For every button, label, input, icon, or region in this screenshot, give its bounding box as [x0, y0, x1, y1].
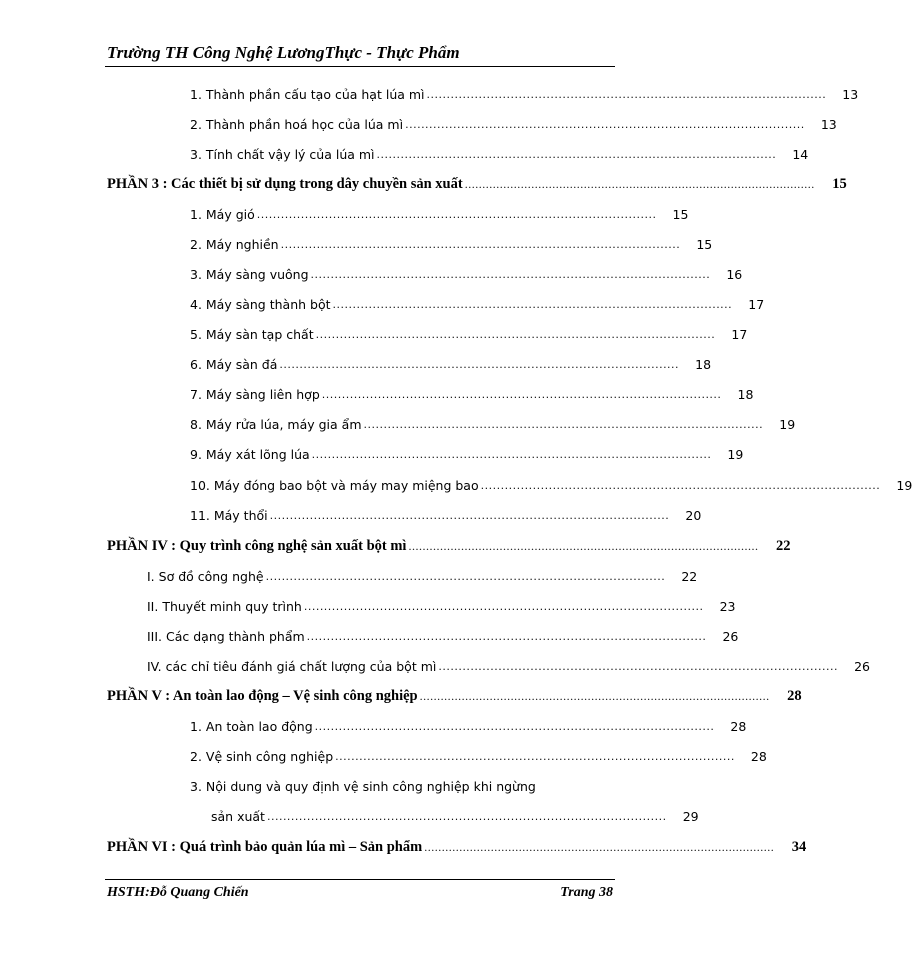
toc-entry — [190, 116, 837, 134]
footer-rule — [105, 879, 615, 880]
toc-entry-page: 28 — [730, 719, 747, 734]
toc-entry-label: 2. Máy nghiền — [190, 237, 279, 252]
toc-entry-label: 5. Máy sàn tạp chất — [190, 327, 314, 342]
toc-entry-page: 16 — [726, 267, 743, 282]
leader-dots: .................................................................................................... — [265, 570, 666, 583]
toc-entry-page: 28 — [750, 749, 767, 764]
leader-dots: .................................................................................................... — [480, 479, 881, 492]
toc-entry — [190, 206, 689, 224]
toc-entry — [190, 386, 754, 404]
toc-entry — [190, 356, 712, 374]
leader-dots: .................................................................................................... — [321, 388, 722, 401]
toc-entry-label: 2. Thành phần hoá học của lúa mì — [190, 117, 404, 132]
leader-dots: .................................................................................................... — [426, 88, 827, 101]
leader-dots: .................................................................................................... — [315, 328, 716, 341]
leader-dots: .................................................................................................... — [363, 418, 764, 431]
leader-dots: .................................................................................................... — [311, 448, 712, 461]
leader-dots: .................................................................................................... — [310, 268, 711, 281]
toc-entry-page: 23 — [719, 599, 736, 614]
toc-entry — [190, 507, 702, 525]
toc-entry-continuation — [211, 808, 699, 826]
toc-entry — [190, 778, 613, 796]
toc-section-label: PHẦN V : An toàn lao động – Vệ sinh công nghiệp — [107, 688, 418, 704]
toc-entry — [190, 296, 765, 314]
document-header-title: Trường TH Công Nghệ LươngThực - Thực Phẩm — [107, 43, 460, 62]
leader-dots: .................................................................................................... — [335, 750, 735, 763]
leader-dots: .................................................................................................... — [438, 660, 839, 673]
footer-author: HSTH:Đỗ Quang Chiến — [107, 885, 249, 900]
toc-entry-label: 1. Máy gió — [190, 207, 255, 222]
toc-section-heading — [107, 687, 802, 705]
toc-entry-page: 29 — [682, 809, 699, 824]
toc-section-page: 34 — [791, 839, 807, 855]
toc-entry — [190, 446, 744, 464]
toc-section-heading — [107, 537, 791, 555]
toc-entry — [190, 326, 748, 344]
leader-dots: .................................................................................................... — [419, 689, 770, 703]
toc-entry-page: 19 — [727, 447, 744, 462]
leader-dots: .................................................................................................... — [408, 539, 759, 553]
leader-dots: .................................................................................................... — [376, 148, 777, 161]
toc-section-page: 15 — [832, 176, 847, 192]
toc-entry — [190, 86, 859, 104]
toc-entry — [190, 748, 767, 766]
toc-entry-page: 20 — [685, 508, 702, 523]
toc-entry — [190, 146, 809, 164]
toc-entry — [147, 568, 698, 586]
leader-dots: .................................................................................................... — [306, 630, 707, 643]
leader-dots: .................................................................................................... — [279, 358, 680, 371]
toc-entry-page: 17 — [731, 327, 748, 342]
leader-dots: .................................................................................................... — [303, 600, 704, 613]
toc-section-label: PHẦN IV : Quy trình công nghệ sản xuất bột mì — [107, 538, 407, 554]
toc-section-heading — [107, 838, 807, 856]
toc-entry — [147, 598, 736, 616]
toc-entry — [190, 477, 912, 495]
toc-entry-page: 19 — [779, 417, 796, 432]
toc-entry-page: 18 — [737, 387, 754, 402]
toc-entry-label: 4. Máy sàng thành bột — [190, 297, 331, 312]
toc-entry-label: 9. Máy xát lõng lúa — [190, 447, 310, 462]
toc-entry — [147, 628, 739, 646]
leader-dots: .................................................................................................... — [332, 298, 733, 311]
toc-entry-label: III. Các dạng thành phẩm — [147, 629, 305, 644]
footer-page-number: Trang 38 — [560, 885, 613, 900]
toc-section-page: 22 — [775, 538, 791, 554]
toc-entry-label: 2. Vệ sinh công nghiệp — [190, 749, 334, 764]
toc-entry-page: 19 — [896, 478, 912, 493]
toc-entry — [190, 236, 713, 254]
toc-entry-page: 13 — [842, 87, 859, 102]
leader-dots: .................................................................................................... — [314, 720, 715, 733]
toc-entry-label: 1. An toàn lao động — [190, 719, 313, 734]
toc-entry-label: 10. Máy đóng bao bột và máy may miệng bao — [190, 478, 479, 493]
toc-entry-page: 13 — [820, 117, 837, 132]
toc-entry-label: sản xuất — [211, 809, 265, 824]
toc-section-heading — [107, 175, 847, 193]
toc-section-label: PHẦN 3 : Các thiết bị sử dụng trong dây chuyền sản xuất — [107, 176, 463, 192]
toc-entry-page: 15 — [672, 207, 689, 222]
toc-entry-page: 14 — [792, 147, 809, 162]
toc-entry-label: 7. Máy sàng liên hợp — [190, 387, 320, 402]
toc-entry-label: 6. Máy sàn đá — [190, 357, 278, 372]
toc-section-label: PHẦN VI : Quá trình bảo quản lúa mì – Sản phẩm — [107, 839, 423, 855]
toc-entry-label: I. Sơ đồ công nghệ — [147, 569, 264, 584]
toc-entry — [147, 658, 871, 676]
leader-dots: .................................................................................................... — [266, 810, 667, 823]
leader-dots: .................................................................................................... — [280, 238, 681, 251]
toc-entry-page: 26 — [722, 629, 739, 644]
toc-entry-page: 18 — [695, 357, 712, 372]
toc-entry-label: 3. Tính chất vậy lý của lúa mì — [190, 147, 375, 162]
toc-entry — [190, 718, 747, 736]
leader-dots: .................................................................................................... — [269, 509, 670, 522]
toc-entry-page: 15 — [696, 237, 713, 252]
toc-entry-label: 11. Máy thổi — [190, 508, 268, 523]
toc-entry-label: II. Thuyết minh quy trình — [147, 599, 302, 614]
toc-entry-label: IV. các chỉ tiêu đánh giá chất lượng của bột mì — [147, 659, 437, 674]
toc-entry-label: 3. Nội dung và quy định vệ sinh công nghiệp khi ngừng — [190, 779, 536, 794]
toc-entry-label: 3. Máy sàng vuông — [190, 267, 309, 282]
leader-dots: .................................................................................................... — [424, 840, 775, 854]
toc-entry-label: 8. Máy rửa lúa, máy gia ẩm — [190, 417, 362, 432]
leader-dots: .................................................................................................... — [464, 177, 815, 191]
toc-entry-page: 22 — [681, 569, 698, 584]
toc-entry — [190, 416, 796, 434]
toc-section-page: 28 — [787, 688, 802, 704]
toc-entry — [190, 266, 743, 284]
toc-entry-page: 26 — [854, 659, 871, 674]
leader-dots: .................................................................................................... — [405, 118, 805, 131]
leader-dots: .................................................................................................... — [256, 208, 657, 221]
toc-entry-label: 1. Thành phần cấu tạo của hạt lúa mì — [190, 87, 425, 102]
toc-entry-page: 17 — [748, 297, 765, 312]
